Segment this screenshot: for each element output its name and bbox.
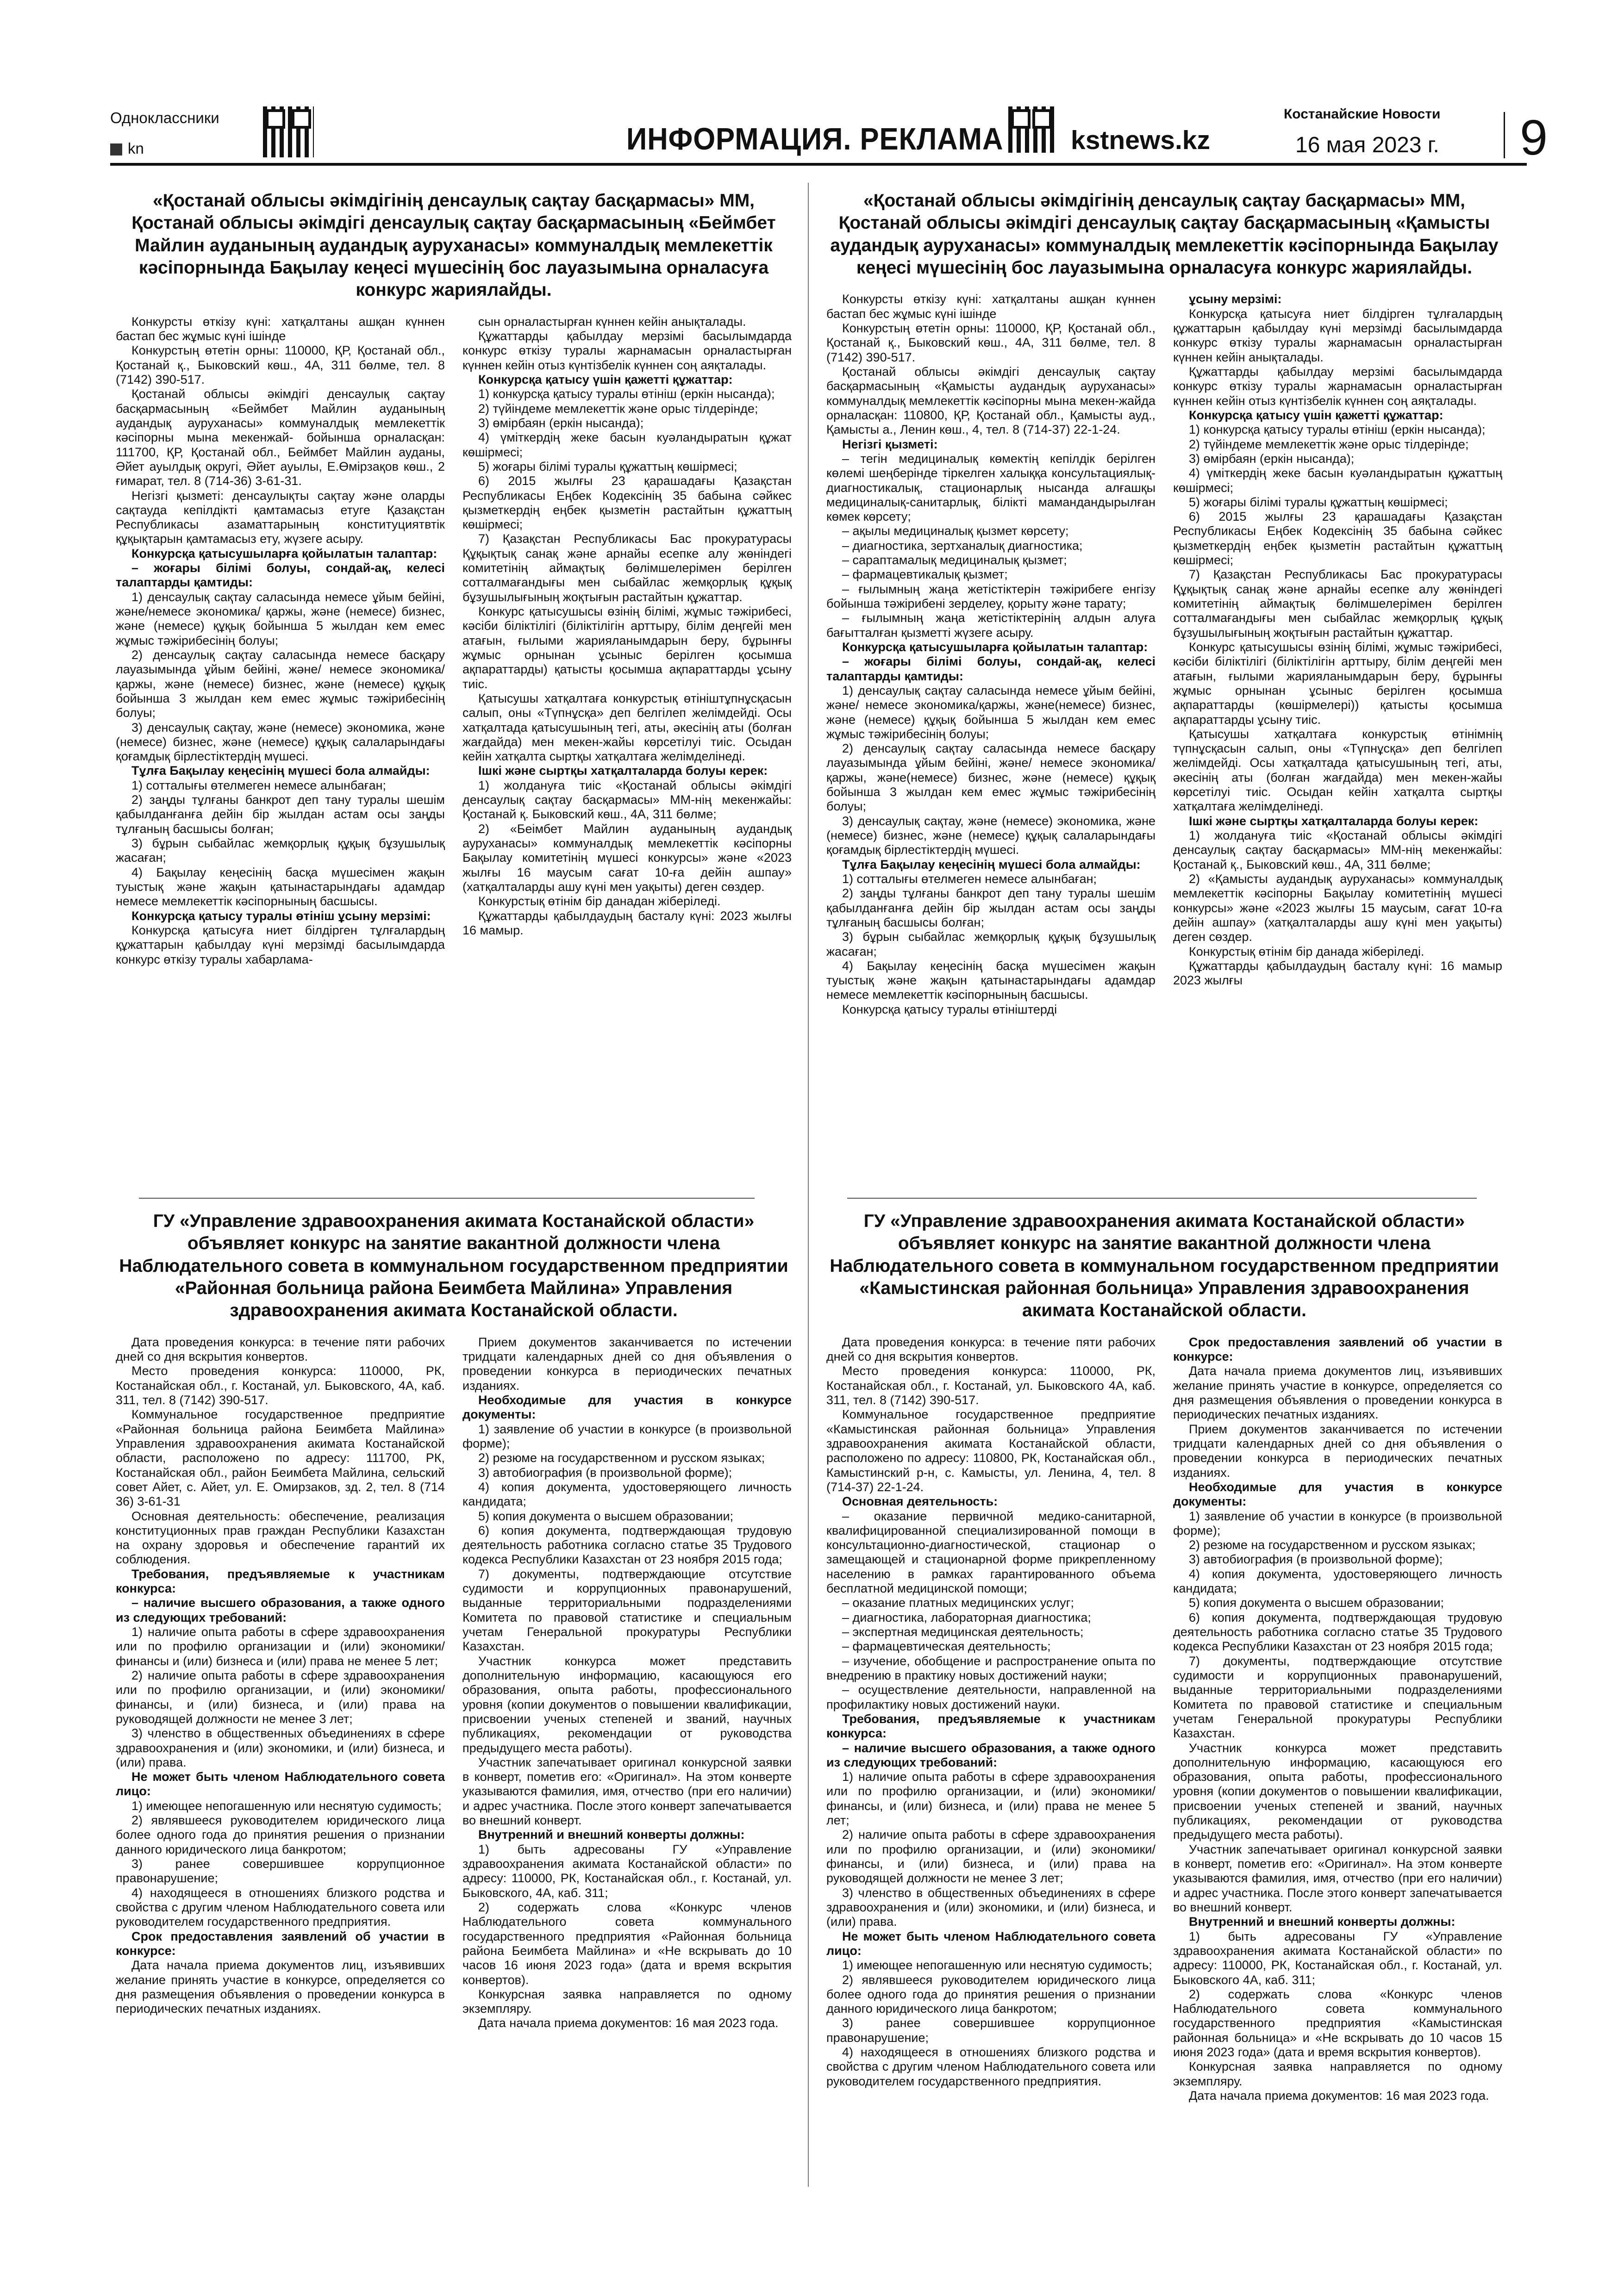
article-column: [462, 315, 792, 967]
paragraph: Место проведения конкурса: 110000, РК, Костанайская обл., г. Костанай, ул. Быковского, 4А, каб. 311, тел. 8 (7142) 390-517.: [116, 1364, 445, 1407]
paragraph: Участник запечатывает оригинал конкурсной заявки в конверт, пометив его: «Оригинал». На этом конверте указываются фамилия, имя, отчество (при его наличии) и адрес участника. После этого конверт запечатывается во внешний конверт.: [462, 1755, 792, 1828]
paragraph: 3) бұрын сыбайлас жемқорлық құқық бұзушылық жасаған;: [116, 836, 445, 865]
paragraph: Тұлға Бақылау кеңесінің мүшесі бола алмайды:: [131, 764, 430, 778]
section-title: ИНФОРМАЦИЯ. РЕКЛАМА: [626, 122, 1004, 156]
paragraph: 6) 2015 жылғы 23 қарашадағы Қазақстан Республикасы Еңбек Кодексінің 35 бабына сәйкес қызметкердің еңбек қызметін растайтын құжаттың көшірмесі;: [462, 474, 792, 532]
article-column: [116, 1335, 445, 2031]
newspaper-name: Костанайские Новости: [1284, 106, 1441, 122]
paragraph: Конкурсқа қатысушыларға қойылатын талаптар:: [131, 546, 437, 560]
paragraph: 2) денсаулық сақтау саласында немесе басқару лауазымында ұйым бейіні, және/ немесе экономика/ қаржы, және(немесе) бизнес, және (немесе) құқық бойынша 3 жылдан кем емес жұмыс тәжірибесінің болуы;: [826, 741, 1156, 814]
paragraph: Основная деятельность:: [842, 1494, 998, 1509]
odnoklassniki-link[interactable]: Одноклассники: [110, 109, 219, 126]
paragraph: 4) үміткердің жеке басын куәландыратын құжаттың көшірмесі;: [1173, 466, 1502, 495]
paragraph: Конкурсты өткізу күні: хатқалтаны ашқан күннен бастап бес жұмыс күні ішінде: [826, 292, 1156, 321]
paragraph: Конкурсқа қатысу туралы өтініш ұсыну мерзімі:: [131, 908, 431, 923]
paragraph: – ғылымның жаңа жетістіктерін тәжірибеге енгізу бойынша тәжірибені зерделеу, қорыту және тарату;: [826, 582, 1156, 610]
paragraph: 6) копия документа, подтверждающая трудовую деятельность работника согласно статье 35 Трудового кодекса Республики Казахстан от 23 ноября 2015 года;: [462, 1523, 792, 1567]
paragraph: 2) денсаулық сақтау саласында немесе басқару лауазымында ұйым бейіні, және/ немесе экономика/қаржы, және (немесе) бизнес, және (немесе) құқық бойынша 3 жылдан кем емес жұмыс тәжірибесінің болуы;: [116, 647, 445, 720]
paragraph: Дата начала приема документов: 16 мая 2023 года.: [1189, 2089, 1489, 2103]
paragraph: 7) документы, подтверждающие отсутствие судимости и коррупционных правонарушений, выданные территориальными подразделениями Комитета по правовой статистике и специальным учетам Генеральной прокуратуры Республики Казахстан.: [462, 1567, 792, 1654]
paragraph: 3) өмірбаян (еркін нысанда);: [1189, 451, 1355, 466]
paragraph: 6) 2015 жылғы 23 қарашадағы Қазақстан Республикасы Еңбек Кодексінің 35 бабына сәйкес қызметкердің еңбек қызметін растайтын құжаттың көшірмесі;: [1173, 510, 1502, 567]
paragraph: Прием документов заканчивается по истечении тридцати календарных дней со дня объявления о проведении конкурса в периодических печатных изданиях.: [462, 1335, 792, 1393]
paragraph: Участник конкурса может представить дополнительную информацию, касающуюся его образования, опыта работы, профессионального уровня (копии документов о повышении квалификации, присвоении ученых степеней и званий, научных публикациях, рекомендации от руководства предыдущего места работы).: [462, 1654, 792, 1755]
article-title: «Қостанай облысы әкімдігінің денсаулық сақтау басқармасы» ММ, Қостанай облысы әкімдігі денсаулық сақтау басқармасының «Қамысты аудандық ауруханасы» коммуналдық мемлекеттік кәсіпорнында Бақылау кеңесі мүшесінің бос лауазымына орналасуға конкурс жариялайды.: [830, 191, 1499, 278]
article-title: «Қостанай облысы әкімдігінің денсаулық сақтау басқармасы» ММ, Қостанай облысы әкімдігі денсаулық сақтау басқармасының «Беймбет Майлин ауданының аудандық ауруханасы» коммуналдық мемлекеттік кәсіпорнында Бақылау кеңесі мүшесінің бос лауазымына орналасуға конкурс жариялайды.: [131, 191, 776, 300]
paragraph: 2) являвшееся руководителем юридического лица более одного года до принятия решения о признании данного юридического лица банкротом;: [116, 1813, 445, 1856]
paragraph: – диагностика, зертханалық диагностика;: [842, 538, 1083, 553]
paragraph: 4) копия документа, удостоверяющего личность кандидата;: [1173, 1567, 1502, 1596]
paragraph: 4) үміткердің жеке басын куәландыратын құжат көшірмесі;: [462, 430, 792, 459]
site-url[interactable]: kstnews.kz: [1071, 125, 1210, 155]
paragraph: 3) бұрын сыбайлас жемқорлық құқық бұзушылық жасаған;: [826, 930, 1156, 958]
paragraph: 1) имеющее непогашенную или неснятую судимость;: [842, 1958, 1152, 1972]
article-separator: [139, 1198, 755, 1199]
paragraph: Конкурсқа қатысуға ниет білдірген тұлғалардың құжаттарын қабылдау күні мерзімді басылымдарда конкурс өткізу туралы жарнамасын орналастырған күннен кейін анықталады.: [1173, 306, 1502, 364]
article-title: ГУ «Управление здравоохранения акимата Костанайской области» объявляет конкурс на занятие вакантной должности члена Наблюдательного совета в коммунальном государственном предприятии «Камыстинская районная больница» Управления здравоохранения акимата Костанайской области.: [830, 1211, 1499, 1321]
paragraph: 3) өмірбаян (еркін нысанда);: [478, 416, 644, 430]
paragraph: Коммунальное государственное предприятие «Районная больница района Беимбета Майлина» Управления здравоохранения акимата Костанайской области, расположено по адресу: 111700, РК, Костанайская обл., район Беимбета Майлина, сельский совет Айет, с. Айет, ул. Е. Омирзаков, зд. 2, тел. 8 (714 36) 3-61-31: [116, 1407, 445, 1509]
paragraph: 2) резюме на государственном и русском языках;: [478, 1451, 765, 1465]
column-divider: [808, 183, 809, 2187]
issue-date: 16 мая 2023 г.: [1295, 133, 1439, 157]
paragraph: 2) заңды тұлғаны банкрот деп тану туралы шешім қабылданғанға дейін бір жылдан астам осы заңды тұлғаның басшысы болған;: [826, 886, 1156, 929]
paragraph: 3) автобиография (в произвольной форме);: [1189, 1552, 1443, 1567]
paragraph: Не может быть членом Наблюдательного совета лицо:: [116, 1770, 445, 1798]
paragraph: – наличие высшего образования, а также одного из следующих требований:: [826, 1741, 1156, 1769]
paragraph: Основная деятельность: обеспечение, реализация конституционных прав граждан Республики Казахстан на охрану здоровья и обеспечение гарантий их соблюдения.: [116, 1509, 445, 1567]
paragraph: Қостанай облысы әкімдігі денсаулық сақтау басқармасының «Беймбет Майлин ауданының аудандық ауруханасы» коммуналдық мемлекеттік кәсіпорны мына мекенжай- бойынша орналасқан: 111700, ҚР, Қостанай обл., Беймбет Майлин ауданы, Әйет ауылдық округі, Әйет ауылы, Е.Өмірзақов көш., 2 ғимарат, тел. 8 (714-36) 3-61-31.: [116, 387, 445, 488]
paragraph: Участник конкурса может представить дополнительную информацию, касающуюся его образования, опыта работы, профессионального уровня (копии документов о повышении квалификации, присвоении ученых степеней и званий, научных публикациях, рекомендации от руководства предыдущего места работы).: [1173, 1741, 1502, 1842]
paragraph: 3) денсаулық сақтау, және (немесе) экономика, және (немесе) бизнес, және (немесе) құқық салаларындағы қоғамдық бірлестіктердің мүшесі.: [116, 720, 445, 764]
paragraph: 5) копия документа о высшем образовании;: [478, 1509, 734, 1523]
paragraph: – жоғары білімі болуы, сондай-ақ, келесі талаптарды қамтиды:: [826, 654, 1156, 683]
page-number: 9: [1520, 109, 1548, 165]
paragraph: 1) жолдануға тиіс «Қостанай облысы әкімдігі денсаулық сақтау басқармасы» ММ-нің мекенжайы: Қостанай қ., Быковский көш., 4А, 311 бөлме;: [1173, 828, 1502, 871]
paragraph: 2) наличие опыта работы в сфере здравоохранения или по профилю организации, и (или) экономики/финансы, и (или) бизнеса, и (или) права на руководящей должности не менее 3 лет;: [826, 1828, 1156, 1885]
paragraph: Құжаттарды қабылдаудың басталу күні: 16 мамыр 2023 жылғы: [1173, 958, 1502, 988]
paragraph: 7) документы, подтверждающие отсутствие судимости и коррупционных правонарушений, выданные территориальными подразделениями Комитета по правовой статистике и специальным учетам Генеральной прокуратуры Республики Казахстан.: [1173, 1654, 1502, 1741]
paragraph: Конкурсная заявка направляется по одному экземпляру.: [1173, 2060, 1502, 2088]
header-divider: [1504, 112, 1505, 158]
paragraph: Қатысушы хатқалтаға конкурстық өтініштұпнұсқасын салып, оны «Түпнұсқа» деп белгілеп желімдейді. Осы хатқалтада қатысушының тегі, аты, әкесінің аты (болған жағдайда) мен мекен-жайы көрсетілуі тиіс. Осыдан кейін хатқалта сыртқы хатқалтаға желімделінеді.: [462, 691, 792, 764]
paragraph: Конкурс қатысушысы өзінің білімі, жұмыс тәжірибесі, кәсіби біліктілігі (біліктілігін арттыру, білім деңгейі мен атағын, ғылыми жарияланымдарын беру, бұрынғы жұмыс орнынан ұсыныс берілген қосымша ақпараттарды) қатысты қосымша ақпараттарды ұсыну тиіс.: [462, 604, 792, 691]
paragraph: Конкурсты өткізу күні: хатқалтаны ашқан күннен бастап бес жұмыс күні ішінде: [116, 314, 445, 343]
paragraph: 2) содержать слова «Конкурс членов Наблюдательного совета коммунального государственного предприятия «Камыстинская районная больница» и «Не вскрывать до 10 часов 15 июня 2023 года» (дата и время вскрытия конвертов).: [1173, 1987, 1502, 2060]
paragraph: 2) резюме на государственном и русском языках;: [1189, 1538, 1476, 1552]
paragraph: Құжаттарды қабылдау мерзімі басылымдарда конкурс өткізу туралы жарнамасын орналастырған күннен кейін отыз күнтізбелік күннен соң аяқталады.: [1173, 365, 1502, 408]
paragraph: ұсыну мерзімі:: [1189, 292, 1282, 306]
paragraph: Құжаттарды қабылдаудың басталу күні: 2023 жылғы 16 мамыр.: [462, 908, 792, 937]
paragraph: 2) «Беімбет Майлин ауданының аудандық ауруханасы» коммуналдық мемлекеттік кәсіпорны Бақылау комитетінің мүшесі конкурсы» және «2023 жылғы 16 маусым сағат 10-ға дейін ашпау» (хатқалталарды ашу күні мен уақыты) деген сөздер.: [462, 821, 792, 894]
social-links: [110, 109, 219, 157]
paragraph: Негізгі қызметі: денсаулықты сақтау және оларды сақтауда кепілдікті қамтамасыз етуге Қазақстан Республикасы азаматтарының конституциятвтік құқықтарын қамтамасыз ету, жүзеге асыру.: [116, 488, 445, 546]
article-column: [1173, 292, 1502, 1017]
paragraph: Внутренний и внешний конверты должны:: [478, 1828, 745, 1842]
paragraph: Необходимые для участия в конкурсе документы:: [462, 1393, 792, 1422]
paragraph: 3) автобиография (в произвольной форме);: [478, 1465, 732, 1480]
paragraph: Конкурстың өтетін орны: 110000, ҚР, Қостанай обл., Қостанай қ., Быковский көш., 4А, 311 бөлме, тел. 8 (7142) 390-517.: [826, 321, 1156, 364]
article-column: [1173, 1335, 1502, 2103]
site-qr-code-icon: [1008, 106, 1055, 153]
paragraph: 1) быть адресованы ГУ «Управление здравоохранения акимата Костанайской области» по адресу: 110000, РК, Костанайская обл., г. Костанай, ул. Быковского 4А, каб. 311;: [1173, 1929, 1502, 1987]
paragraph: Қатысушы хатқалтаға конкурстық өтінімнің түпнұсқасын салып, оны «Түпнұсқа» деп белгілеп желімдейді. Осы хатқалтада қатысушының тегі, аты, әкесінің аты (болған жағдайда) мен мекен-жайы көрсетілуі тиіс. Осыдан кейін хатқалта сыртқы хатқалтаға желімделінеді.: [1173, 727, 1502, 814]
paragraph: – осуществление деятельности, направленной на профилактику новых достижений науки.: [826, 1683, 1156, 1711]
paragraph: Конкурсқа қатысу туралы өтініштерді: [842, 1002, 1057, 1016]
paragraph: 1) быть адресованы ГУ «Управление здравоохранения акимата Костанайской области» по адресу: 110000, РК, Костанайская обл., г. Костанай, ул. Быковского, 4А, каб. 311;: [462, 1842, 792, 1900]
paragraph: 4) Бақылау кеңесінің басқа мүшесімен жақын туыстық және жақын қатынастарындағы адамдар немесе мемлекеттік кәсіпорнының басшысы.: [826, 958, 1156, 1002]
page-header: [110, 103, 1548, 166]
paragraph: – фармацевтическая деятельность;: [842, 1639, 1051, 1654]
paragraph: сын орналастырған күннен кейін анықталады.: [478, 314, 746, 329]
paragraph: 1) сотталығы өтелмеген немесе алынбаған;: [842, 871, 1097, 886]
article-kz-kamysty: [826, 190, 1502, 1017]
paragraph: Конкурсқа қатысу үшін қажетті құжаттар:: [478, 373, 733, 387]
paragraph: 1) конкурсқа қатысу туралы өтініш (еркін нысанда);: [1189, 423, 1486, 437]
paragraph: – экспертная медицинская деятельность;: [842, 1625, 1084, 1639]
paragraph: 4) находящееся в отношениях близкого родства и свойства с другим членом Наблюдательного совета или руководителем государственного предприятия.: [116, 1885, 445, 1929]
paragraph: 3) ранее совершившее коррупционное правонарушение;: [116, 1857, 445, 1885]
article-title: ГУ «Управление здравоохранения акимата Костанайской области» объявляет конкурс на занятие вакантной должности члена Наблюдательного совета в коммунальном государственном предприятии «Районная больница района Беимбета Майлина» Управления здравоохранения акимата Костанайской области.: [119, 1211, 788, 1321]
paragraph: Тұлға Бақылау кеңесінің мүшесі бола алмайды:: [842, 857, 1141, 871]
paragraph: 1) наличие опыта работы в сфере здравоохранения или по профилю организации, и (или) экономики/финансы, и (или) бизнеса, и (или) права не менее 5 лет;: [826, 1770, 1156, 1828]
paragraph: Конкурсқа қатысуға ниет білдірген тұлғалардың құжаттарын қабылдау күні мерзімді басылымдарда конкурс өткізу туралы хабарлама-: [116, 923, 445, 966]
paragraph: 3) денсаулық сақтау, және (немесе) экономика, және (немесе) бизнес, және (немесе) құқық салаларындағы қоғамдық бірлестіктердің мүшесі.: [826, 814, 1156, 857]
paragraph: 5) копия документа о высшем образовании;: [1189, 1596, 1444, 1610]
paragraph: – фармацевтикалық қызмет;: [842, 567, 1008, 582]
paragraph: 1) денсаулық сақтау саласында немесе ұйым бейіні, және/ немесе экономика/қаржы, және(немесе) бизнес, және (немесе) құқық бойынша 5 жылдан кем емес жұмыс тәжірибесінің болуы;: [826, 683, 1156, 741]
article-ru-maylin: [116, 1210, 792, 2031]
article-ru-kamysty: [826, 1210, 1502, 2103]
paragraph: 6) копия документа, подтверждающая трудовую деятельность работника согласно статье 35 Трудового кодекса Республики Казахстан от 23 ноября 2015 года;: [1173, 1610, 1502, 1654]
paragraph: Қостанай облысы әкімдігі денсаулық сақтау басқармасының «Қамысты аудандық ауруханасы» коммуналдық мемлекеттік кәсіпорны мына мекен-жайда орналасқан: 110800, ҚР, Қостанай обл., Қамысты ауд., Қамысты а., Ленин көш., 4, тел. 8 (714-37) 22-1-24.: [826, 365, 1156, 437]
paragraph: Негізгі қызметі:: [842, 437, 938, 451]
paragraph: – оказание платных медицинских услуг;: [842, 1596, 1074, 1610]
paragraph: 2) түйіндеме мемлекеттік және орыс тілдерінде;: [478, 401, 758, 416]
article-column: [826, 1335, 1156, 2103]
paragraph: Дата проведения конкурса: в течение пяти рабочих дней со дня вскрытия конвертов.: [116, 1335, 445, 1364]
paragraph: – изучение, обобщение и распространение опыта по внедрению в практику новых достижений науки;: [826, 1654, 1156, 1682]
paragraph: Конкурстық өтінім бір данадан жіберіледі.: [478, 894, 721, 908]
paragraph: Конкурсная заявка направляется по одному экземпляру.: [462, 1987, 792, 2016]
paragraph: 1) денсаулық сақтау саласында немесе ұйым бейіні, және/немесе экономика/ қаржы, және (немесе) бизнес, және (немесе) құқық бойынша 5 жылдан кем емес жұмыс тәжірибесінің болуы;: [116, 590, 445, 647]
paragraph: 4) копия документа, удостоверяющего личность кандидата;: [462, 1480, 792, 1509]
article-separator: [847, 1198, 1477, 1199]
paragraph: – диагностика, лабораторная диагностика;: [842, 1610, 1091, 1624]
paragraph: 1) заявление об участии в конкурсе (в произвольной форме);: [1173, 1509, 1502, 1537]
paragraph: Конкурсқа қатысу үшін қажетті құжаттар:: [1189, 408, 1443, 422]
paragraph: 3) ранее совершившее коррупционное правонарушение;: [826, 2016, 1156, 2045]
paragraph: Необходимые для участия в конкурсе документы:: [1173, 1480, 1502, 1509]
paragraph: 1) сотталығы өтелмеген немесе алынбаған;: [131, 778, 387, 792]
paragraph: Дата начала приема документов лиц, изъявивших желание принять участие в конкурсе, определяется со дня размещения объявления о проведении конкурса в периодических печатных изданиях.: [116, 1958, 445, 2016]
paragraph: Конкурстың өтетін орны: 110000, ҚР, Қостанай обл., Қостанай қ., Быковский көш., 4А, 311 бөлме, тел. 8 (7142) 390-517.: [116, 343, 445, 387]
paragraph: 1) заявление об участии в конкурсе (в произвольной форме);: [462, 1422, 792, 1450]
article-column: [116, 315, 445, 967]
paragraph: – наличие высшего образования, а также одного из следующих требований:: [116, 1596, 445, 1624]
paragraph: 5) жоғары білімі туралы құжаттың көшірмесі;: [1189, 495, 1448, 509]
paragraph: 7) Қазақстан Республикасы Бас прокуратурасы Құқықтық санақ және арнайы есепке алу жөніндегі комитетінің аймақтық бөлімшелерімен берілген сотталмағандығы мен сыбайлас жемқорлық құқық бұзушылығының жоқтығын растайтын құжаттар.: [1173, 567, 1502, 640]
paragraph: Ішкі және сыртқы хатқалталарда болуы керек:: [1189, 814, 1479, 828]
article-column: [462, 1335, 792, 2031]
paragraph: Дата начала приема документов: 16 мая 2023 года.: [478, 2016, 779, 2030]
paragraph: 3) членство в общественных объединениях в сфере здравоохранения и (или) экономики, и (или) бизнеса, и (или) права.: [116, 1726, 445, 1769]
paragraph: Дата проведения конкурса: в течение пяти рабочих дней со дня вскрытия конвертов.: [826, 1335, 1156, 1364]
paragraph: 2) түйіндеме мемлекеттік және орыс тілдерінде;: [1189, 437, 1469, 451]
paragraph: Құжаттарды қабылдау мерзімі басылымдарда конкурс өткізу туралы жарнамасын орналастырған күннен кейін отыз күнтізбелік күннен соң аяқталады.: [462, 329, 792, 372]
paragraph: 1) жолдануға тиіс «Қостанай облысы әкімдігі денсаулық сақтау басқармасы» ММ-нің мекенжайы: Қостанай қ. Быковский көш., 4А, 311 бөлме;: [462, 778, 792, 821]
paragraph: Прием документов заканчивается по истечении тридцати календарных дней со дня объявления о проведении конкурса в периодических печатных изданиях.: [1173, 1422, 1502, 1480]
paragraph: 7) Қазақстан Республикасы Бас прокуратурасы Құқықтық санақ және арнайы есепке алу жөніндегі комитетінің аймақтық бөлімшелерімен берілген сотталмағандығы мен сыбайлас жемқорлық құқық бұзушылығының жоқтығын растайтын құжаттар.: [462, 532, 792, 604]
paragraph: 1) имеющее непогашенную или неснятую судимость;: [131, 1798, 442, 1813]
paragraph: 5) жоғары білімі туралы құжаттың көшірмесі;: [478, 459, 737, 473]
paragraph: 4) Бақылау кеңесінің басқа мүшесімен жақын туыстық және жақын қатынастарындағы адамдар немесе мемлекеттік кәсіпорнының басшысы.: [116, 865, 445, 908]
paragraph: Дата начала приема документов лиц, изъявивших желание принять участие в конкурсе, определяется со дня размещения объявления о проведении конкурса в периодических печатных изданиях.: [1173, 1364, 1502, 1422]
paragraph: 2) «Қамысты аудандық ауруханасы» коммуналдық мемлекеттік кәсіпорны Бақылау комитетінің мүшесі конкурсы» және «2023 жылғы 15 маусым, сағат 10-ға дейін ашпау» (хатқалталарды ашу күні мен уақыты) деген сөздер.: [1173, 871, 1502, 944]
article-kz-maylin: [116, 190, 792, 967]
paragraph: Срок предоставления заявлений об участии в конкурсе:: [1173, 1335, 1502, 1364]
paragraph: 1) конкурсқа қатысу туралы өтініш (еркін нысанда);: [478, 387, 775, 401]
paragraph: 2) заңды тұлғаны банкрот деп тану туралы шешім қабылданғанға дейін бір жылдан астам осы заңды тұлғаның басшысы болған;: [116, 793, 445, 836]
paragraph: – ғылымның жаңа жетістіктерінің алдын алуға бағытталған қызметті жүзеге асыру.: [826, 611, 1156, 640]
paragraph: Срок предоставления заявлений об участии в конкурсе:: [116, 1929, 445, 1958]
paragraph: 1) наличие опыта работы в сфере здравоохранения или по профилю организации и (или) экономики/финансы и (или) бизнеса и (или) права не менее 5 лет;: [116, 1625, 445, 1668]
paragraph: – ақылы медициналық қызмет көрсету;: [842, 524, 1069, 538]
paragraph: Коммунальное государственное предприятие «Камыстинская районная больница» Управления здравоохранения акимата Костанайской области, расположено по адресу: 110800, РК, Костанайская обл., Камыстинский р-н, с. Камысты, ул. Ленина, 4, тел. 8 (714-37) 22-1-24.: [826, 1407, 1156, 1494]
paragraph: Конкурс қатысушысы өзінің білімі, жұмыс тәжірибесі, кәсіби біліктілігі (біліктілігін арттыру, білім деңгейі мен атағын, ғылыми жарияланымдарын беру, бұрынғы жұмыс орнынан ұсыныс берілген қосымша ақпараттарды (көшірмелері)) қатысты қосымша ақпараттарды ұсыну тиіс.: [1173, 640, 1502, 727]
paragraph: 4) находящееся в отношениях близкого родства и свойства с другим членом Наблюдательного совета или руководителем государственного предприятия.: [826, 2045, 1156, 2088]
paragraph: – жоғары білімі болуы, сондай-ақ, келесі талаптарды қамтиды:: [116, 561, 445, 590]
paragraph: Не может быть членом Наблюдательного совета лицо:: [826, 1929, 1156, 1958]
paragraph: 3) членство в общественных объединениях в сфере здравоохранения и (или) экономики, и (или) бизнеса, и (или) права.: [826, 1885, 1156, 1929]
kn-icon: [110, 143, 122, 156]
paragraph: 2) являвшееся руководителем юридического лица более одного года до принятия решения о признании данного юридического лица банкротом;: [826, 1972, 1156, 2016]
paragraph: – тегін медициналық көмектің кепілдік берілген көлемі шеңберінде тіркелген халыққа консультациялық-диагностикалық, стационарлық нысанда алғашқы медициналық-санитарлық, білікті мамандандырылған көмек көрсету;: [826, 451, 1156, 524]
qr-code-icon: [263, 106, 314, 157]
paragraph: Конкурсқа қатысушыларға қойылатын талаптар:: [842, 640, 1148, 654]
paragraph: Требования, предъявляемые к участникам конкурса:: [116, 1567, 445, 1596]
article-column: [826, 292, 1156, 1017]
paragraph: – сараптамалық медициналық қызмет;: [842, 553, 1067, 567]
paragraph: Место проведения конкурса: 110000, РК, Костанайская обл., г. Костанай, ул. Быковского 4А, каб. 311, тел. 8 (7142) 390-517.: [826, 1364, 1156, 1407]
paragraph: 2) содержать слова «Конкурс членов Наблюдательного совета коммунального государственного предприятия «Районная больница района Беимбета Майлина» и «Не вскрывать до 10 часов 16 июня 2023 года» (дата и время вскрытия конвертов).: [462, 1900, 792, 1987]
paragraph: Участник запечатывает оригинал конкурсной заявки в конверт, пометив его: «Оригинал». На этом конверте указываются фамилия, имя, отчество (при его наличии) и адрес участника. После этого конверт запечатывается во внешний конверт.: [1173, 1842, 1502, 1914]
paragraph: Ішкі және сыртқы хатқалталарда болуы керек:: [478, 764, 768, 778]
paragraph: Требования, предъявляемые к участникам конкурса:: [826, 1711, 1156, 1741]
paragraph: – оказание первичной медико-санитарной, квалифицированной специализированной помощи в консультационно-диагностической, стационар о замещающей и стационарной форме прикрепленному населению в рамках гарантированного объема бесплатной медицинской помощи;: [826, 1509, 1156, 1596]
paragraph: Внутренний и внешний конверты должны:: [1189, 1915, 1455, 1929]
kn-link[interactable]: kn: [110, 140, 219, 157]
paragraph: 2) наличие опыта работы в сфере здравоохранения или по профилю организации, и (или) экономики/финансы, и (или) бизнеса, и (или) права на руководящей должности не менее 3 лет;: [116, 1668, 445, 1726]
paragraph: Конкурстық өтінім бір данада жіберіледі.: [1189, 944, 1424, 958]
